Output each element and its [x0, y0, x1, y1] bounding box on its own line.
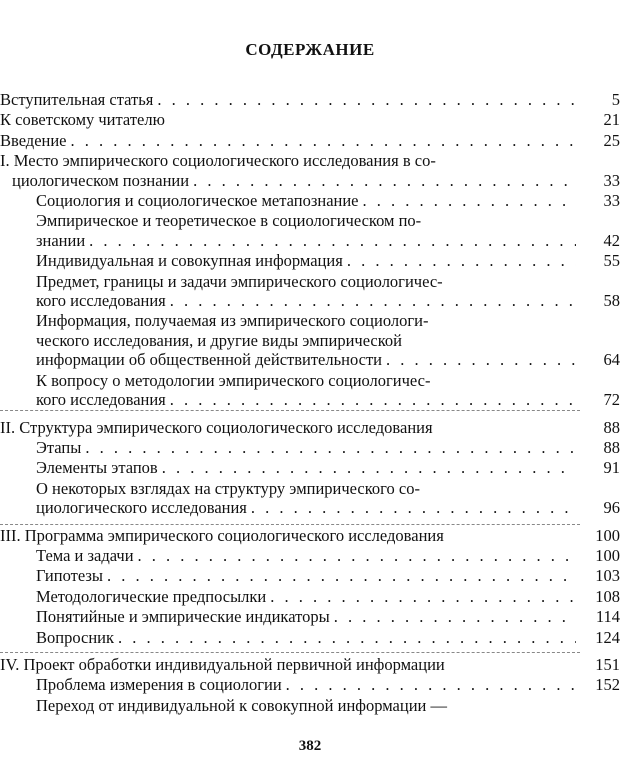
leader-dots [170, 291, 576, 310]
toc-entry-methodology[interactable] [0, 371, 620, 410]
leader-dots [71, 131, 576, 150]
toc-page-number: 108 [595, 586, 620, 606]
toc-entry-measurement[interactable] [0, 675, 620, 694]
toc-entry-chapter-1[interactable] [0, 151, 620, 190]
table-of-contents [0, 90, 620, 716]
toc-entry-individual-aggregate[interactable] [0, 251, 620, 270]
toc-entry-title: Введение [0, 130, 67, 150]
toc-page-number: 88 [603, 437, 620, 457]
toc-page-number: 55 [603, 251, 620, 271]
toc-page-number: 152 [595, 675, 620, 695]
toc-entry-line: Предмет, границы и задачи эмпирического социологичес- [36, 271, 443, 291]
leader-dots [193, 171, 576, 190]
toc-entry-title: Социология и социологическое метапознание [36, 191, 359, 211]
toc-page-number: 42 [603, 230, 620, 250]
toc-entry-chapter-4[interactable] [0, 655, 620, 674]
toc-entry-title: Переход от индивидуальной к совокупной информации — [36, 695, 447, 715]
page-number-footer: 382 [298, 738, 322, 754]
toc-entry-title: Понятийные и эмпирические индикаторы [36, 607, 330, 627]
toc-page-number: 124 [595, 627, 620, 647]
toc-entry-information-types[interactable] [0, 311, 620, 369]
toc-entry-title: знании [36, 230, 86, 250]
toc-entry-line: Информация, получаемая из эмпирического социологи- [36, 311, 429, 331]
toc-page-number: 114 [595, 607, 620, 627]
toc-page-number: 88 [603, 417, 620, 437]
toc-entry-questionnaire[interactable] [0, 628, 620, 647]
toc-entry-line: О некоторых взглядах на структуру эмпирического со- [36, 478, 420, 498]
toc-entry-title: информации об общественной действительности [36, 350, 382, 370]
toc-page-number: 100 [595, 545, 620, 565]
toc-entry-title: Этапы [36, 437, 82, 457]
toc-entry-line: К вопросу о методологии эмпирического социологичес- [36, 370, 431, 390]
leader-dots [270, 587, 576, 606]
leader-dots [347, 251, 576, 270]
toc-entry-title: циологическом познании [12, 170, 190, 190]
toc-page-number: 64 [603, 350, 620, 370]
toc-page-number: 100 [595, 525, 620, 545]
leader-dots [138, 546, 576, 565]
toc-entry-line: Эмпирическое и теоретическое в социологическом по- [36, 211, 422, 231]
toc-entry-introductory-article[interactable] [0, 90, 620, 109]
toc-entry-stages[interactable] [0, 438, 620, 457]
toc-entry-title: Проблема измерения в социологии [36, 675, 282, 695]
toc-page-number: 5 [611, 90, 620, 109]
toc-entry-title: IV. Проект обработки индивидуальной первичной информации [0, 654, 445, 674]
toc-page-number: 33 [603, 170, 620, 190]
toc-entry-premises[interactable] [0, 587, 620, 606]
toc-entry-soviet-reader[interactable] [0, 110, 620, 129]
toc-entry-title: кого исследования [36, 390, 166, 410]
leader-dots [363, 191, 577, 210]
toc-entry-title: К советскому читателю [0, 110, 165, 130]
toc-page-number: 103 [595, 566, 620, 586]
leader-dots [85, 438, 576, 457]
section-divider [0, 410, 580, 411]
toc-entry-title: III. Программа эмпирического социологического исследования [0, 525, 444, 545]
toc-entry-stage-elements[interactable] [0, 458, 620, 477]
toc-entry-indicators[interactable] [0, 607, 620, 626]
leader-dots [170, 390, 576, 409]
toc-entry-title: Элементы этапов [36, 458, 158, 478]
toc-entry-chapter-3[interactable] [0, 526, 620, 545]
section-divider [0, 524, 580, 525]
leader-dots [107, 566, 576, 585]
toc-entry-title: Вступительная статья [0, 90, 154, 109]
toc-entry-title: II. Структура эмпирического социологического исследования [0, 417, 433, 437]
toc-page-number: 58 [603, 291, 620, 311]
leader-dots [286, 675, 576, 694]
leader-dots [89, 231, 576, 250]
toc-entry-title: циологического исследования [36, 498, 247, 518]
leader-dots [157, 90, 576, 109]
toc-entry-empirical-theoretical[interactable] [0, 211, 620, 250]
toc-entry-topic-tasks[interactable] [0, 546, 620, 565]
section-divider [0, 652, 580, 653]
toc-entry-title: кого исследования [36, 291, 166, 311]
toc-entry-structure-views[interactable] [0, 479, 620, 518]
leader-dots [386, 350, 576, 369]
leader-dots [334, 607, 576, 626]
toc-entry-title: Вопросник [36, 627, 114, 647]
toc-entry-line: I. Место эмпирического социологического исследования в со- [0, 151, 436, 171]
toc-entry-title: Методологические предпосылки [36, 586, 267, 606]
toc-entry-chapter-2[interactable] [0, 418, 620, 437]
toc-entry-hypotheses[interactable] [0, 566, 620, 585]
toc-entry-introduction[interactable] [0, 131, 620, 150]
toc-entry-title: Индивидуальная и совокупная информация [36, 251, 343, 271]
toc-entry-title: Гипотезы [36, 566, 103, 586]
toc-entry-subject-boundaries[interactable] [0, 272, 620, 311]
leader-dots [118, 628, 576, 647]
toc-page-number: 33 [603, 191, 620, 211]
toc-page-number: 21 [603, 110, 620, 130]
toc-page-number: 72 [603, 390, 620, 410]
leader-dots [251, 498, 576, 517]
toc-entry-line: ческого исследования, и другие виды эмпирической [36, 330, 403, 350]
page-title: СОДЕРЖАНИЕ [245, 40, 375, 59]
toc-page-number: 25 [603, 130, 620, 150]
toc-page-number: 91 [603, 458, 620, 478]
toc-page-number: 96 [603, 498, 620, 518]
leader-dots [162, 458, 576, 477]
toc-entry-metacognition[interactable] [0, 191, 620, 210]
toc-entry-title: Тема и задачи [36, 545, 134, 565]
toc-entry-transition[interactable] [0, 696, 620, 715]
toc-page-number: 151 [595, 654, 620, 674]
